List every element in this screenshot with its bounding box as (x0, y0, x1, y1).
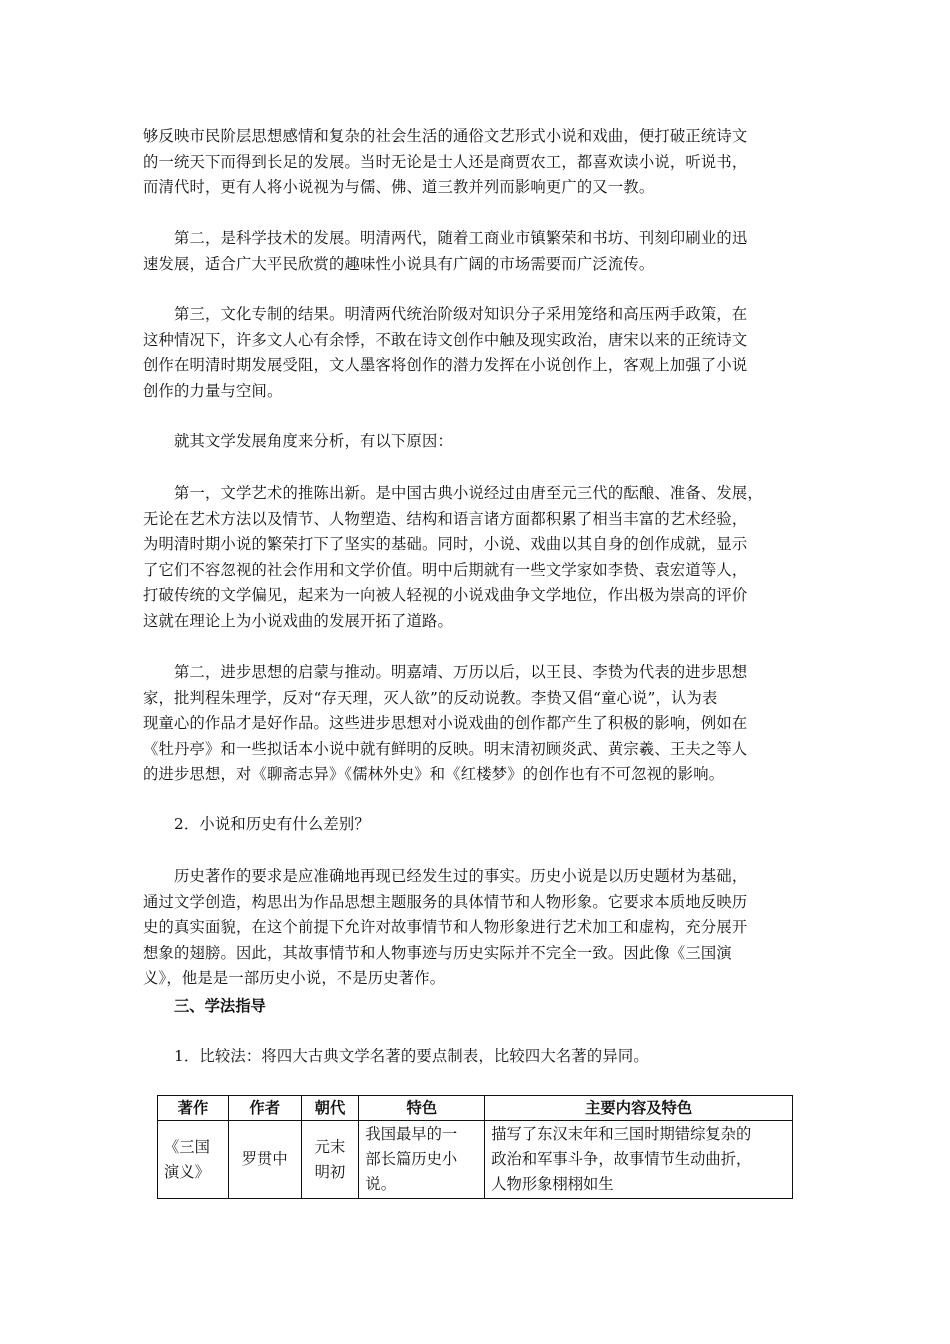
text-line: 这就在理论上为小说戏曲的发展开拓了道路。 (143, 611, 453, 630)
cell-line: 我国最早的一 (365, 1125, 458, 1143)
text-line: 的一统天下而得到长足的发展。当时无论是士人还是商贾农工，都喜欢读小说，听说书， (143, 152, 748, 171)
text-line: 2．小说和历史有什么差别？ (174, 815, 370, 833)
text-line: 家，批判程朱理学，反对“存天理，灭人欲”的反动说教。李贽又倡“童心说”，认为表 (143, 688, 718, 707)
header-work: 著作 (158, 1096, 229, 1121)
table-row (158, 1121, 793, 1199)
cell-feature (359, 1121, 485, 1199)
text-line: 《牡丹亭》和一些拟话本小说中就有鲜明的反映。明末清初顾炎武、黄宗羲、王夫之等人 (143, 739, 748, 758)
text-line: 通过文学创造，构思出为作品思想主题服务的具体情节和人物形象。它要求本质地反映历 (143, 892, 748, 911)
header-content: 主要内容及特色 (485, 1096, 793, 1121)
text-line: 史的真实面貌，在这个前提下允许对故事情节和人物形象进行艺术加工和虚构，充分展开 (143, 918, 748, 936)
text-line: 而清代时，更有人将小说视为与儒、佛、道三教并列而影响更广的又一教。 (143, 178, 655, 196)
paragraph-5 (143, 481, 818, 634)
header-dynasty: 朝代 (301, 1096, 359, 1121)
section-heading: 三、学法指导 (174, 997, 266, 1015)
text-line: 想象的翅膀。因此，其故事情节和人物事迹与历史实际并不完全一致。因此像《三国演 (143, 943, 732, 962)
method-line (143, 1044, 818, 1070)
text-line: 了它们不容忽视的社会作用和文学价值。明中后期就有一些文学家如李贽、袁宏道等人， (143, 560, 748, 579)
text-line: 够反映市民阶层思想感情和复杂的社会生活的通俗文艺形式小说和戏曲，便打破正统诗文 (143, 127, 748, 145)
text-line: 第一，文学艺术的推陈出新。是中国古典小说经过由唐至元三代的酝酿、准备、发展， (174, 484, 763, 502)
comparison-table (157, 1095, 793, 1199)
text-line: 创作的力量与空间。 (143, 381, 283, 400)
table-header-row (158, 1096, 793, 1121)
text-line: 速发展，适合广大平民欣赏的趣味性小说具有广阔的市场需要而广泛流传。 (143, 254, 655, 273)
cell-line: 描写了东汉末年和三国时期错综复杂的 (491, 1125, 752, 1143)
paragraph-2 (143, 226, 818, 277)
cell-line: 人物形象栩栩如生 (491, 1175, 614, 1193)
paragraph-3 (143, 302, 818, 404)
paragraph-7 (143, 864, 818, 992)
cell-dynasty (301, 1121, 359, 1199)
cell-line: 《三国 (164, 1137, 210, 1156)
text-line: 无论在艺术方法以及情节、人物塑造、结构和语言诸方面都积累了相当丰富的艺术经验， (143, 509, 748, 528)
text-line: 第二，是科学技术的发展。明清两代，随着工商业市镇繁荣和书坊、刊刻印刷业的迅 (174, 229, 748, 247)
header-feature: 特色 (359, 1096, 485, 1121)
text-line: 现童心的作品才是好作品。这些进步思想对小说戏曲的创作都产生了积极的影响，例如在 (143, 714, 748, 732)
text-line: 打破传统的文学偏见，起来为一向被人轻视的小说戏曲争文学地位，作出极为崇高的评价 (143, 586, 748, 604)
text-line: 就其文学发展角度来分析，有以下原因： (174, 432, 453, 450)
text-line: 创作在明清时期发展受阻，文人墨客将创作的潜力发挥在小说创作上，客观上加强了小说 (143, 356, 748, 374)
paragraph-6 (143, 660, 818, 788)
paragraph-1 (143, 124, 818, 201)
text-line: 的进步思想，对《聊斋志异》《儒林外史》和《红楼梦》的创作也有不可忽视的影响。 (143, 765, 725, 783)
cell-line: 元末 (314, 1137, 346, 1156)
cell-line: 部长篇历史小 (365, 1150, 458, 1168)
cell-line: 明初 (314, 1162, 346, 1181)
text-line: 历史著作的要求是应准确地再现已经发生过的事实。历史小说是以历史题材为基础， (174, 867, 748, 885)
cell-line: 演义》 (164, 1162, 210, 1181)
text-line: 这种情况下，许多文人心有余悸，不敢在诗文创作中触及现实政治，唐宋以来的正统诗文 (143, 330, 748, 349)
text-line: 第三，文化专制的结果。明清两代统治阶级对知识分子采用笼络和高压两手政策，在 (174, 305, 748, 323)
paragraph-4 (143, 429, 818, 455)
cell-content (485, 1121, 793, 1199)
text-line: 义》，他是是一部历史小说，不是历史著作。 (143, 969, 446, 987)
text-line: 为明清时期小说的繁荣打下了坚实的基础。同时，小说、戏曲以其自身的创作成就，显示 (143, 535, 748, 553)
cell-line: 政治和军事斗争，故事情节生动曲折， (491, 1150, 752, 1168)
text-line: 第二，进步思想的启蒙与推动。明嘉靖、万历以后，以王艮、李贽为代表的进步思想 (174, 663, 748, 681)
cell-work (158, 1121, 229, 1199)
header-author: 作者 (228, 1096, 301, 1121)
cell-author: 罗贯中 (228, 1121, 301, 1199)
question-2 (143, 812, 818, 838)
cell-line: 说。 (365, 1175, 397, 1193)
text-line: 1．比较法：将四大古典文学名著的要点制表，比较四大名著的异同。 (174, 1047, 649, 1065)
